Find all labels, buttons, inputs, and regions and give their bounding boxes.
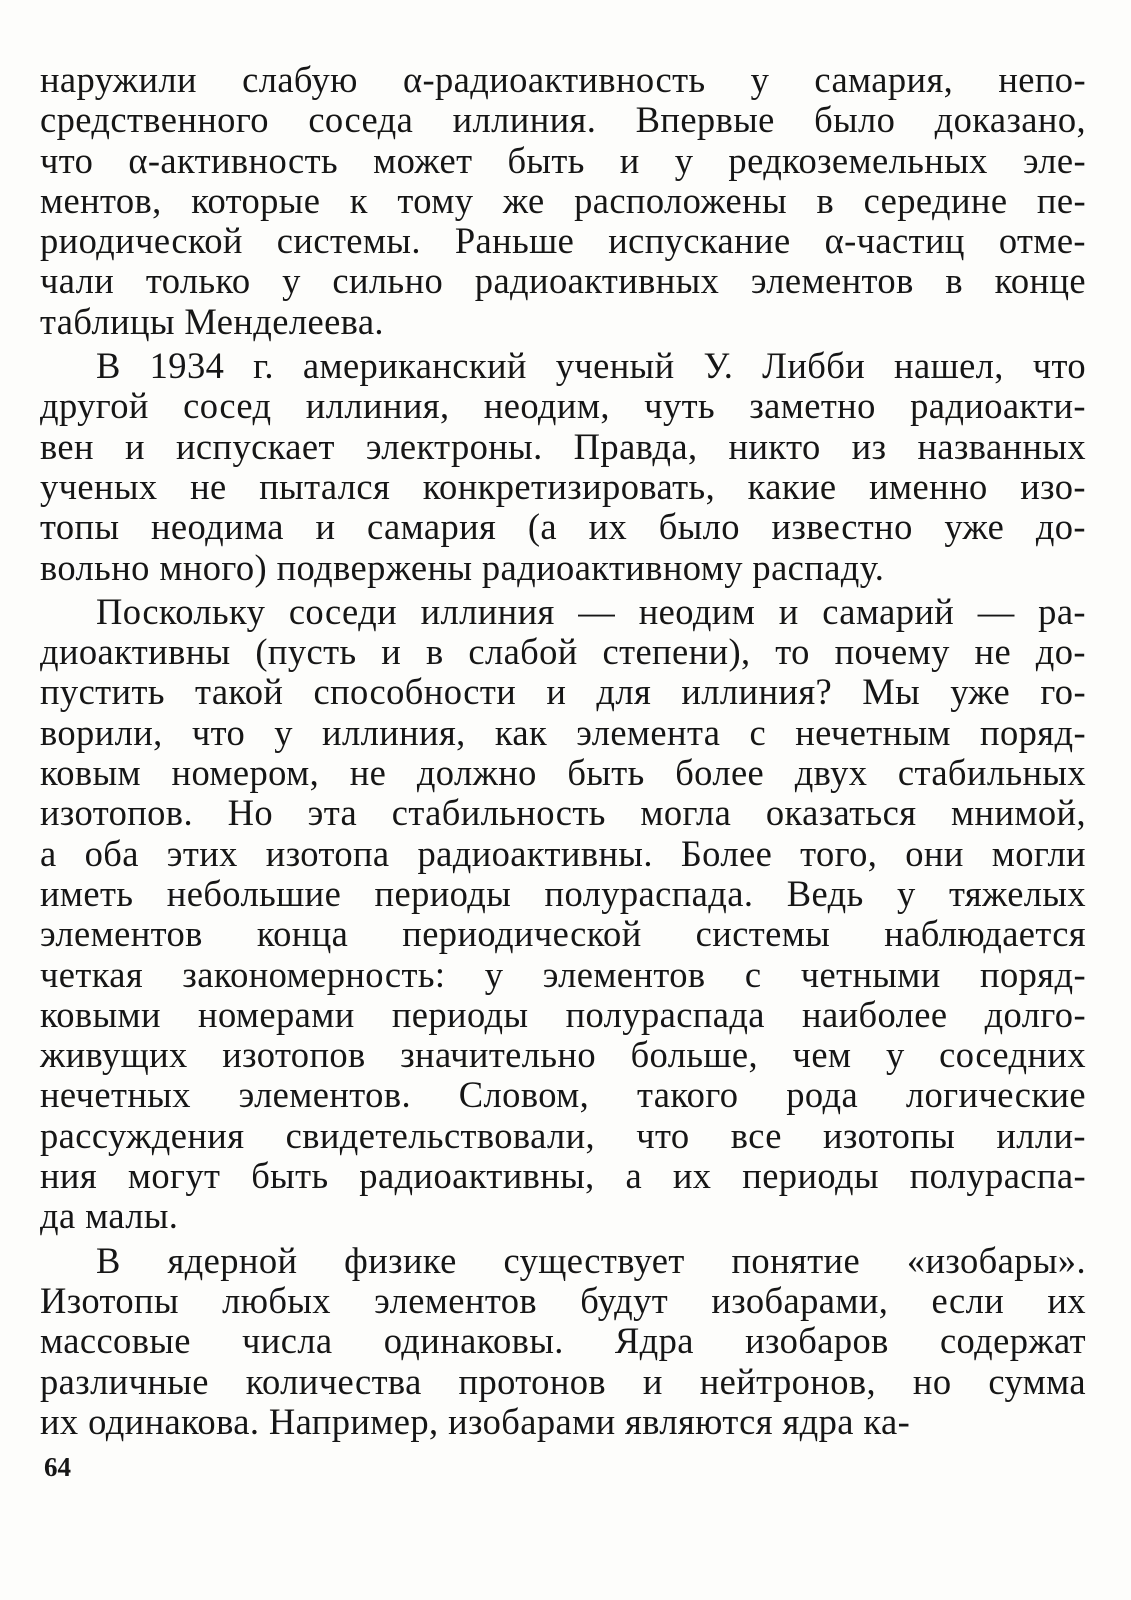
text-line: чали только у сильно радиоактивных элементов в конце	[40, 260, 1086, 302]
text-line: да малы.	[40, 1195, 179, 1237]
text-line: другой сосед иллиния, неодим, чуть заметно радиоакти-	[40, 385, 1086, 427]
text-line: ния могут быть радиоактивны, а их периоды полураспа-	[40, 1155, 1086, 1197]
text-line: В 1934 г. американский ученый У. Либби нашел, что	[96, 345, 1086, 387]
text-line: В ядерной физике существует понятие «изобары».	[96, 1239, 1086, 1281]
body-text	[40, 60, 1086, 1442]
text-line: массовые числа одинаковы. Ядра изобаров содержат	[40, 1320, 1086, 1362]
text-line: изотопов. Но эта стабильность могла оказаться мнимой,	[40, 792, 1086, 834]
text-line: ковым номером, не должно быть более двух стабильных	[40, 752, 1086, 794]
text-line: Изотопы любых элементов будут изобарами, если их	[40, 1279, 1086, 1321]
text-line: Поскольку соседи иллиния — неодим и самарий — ра-	[96, 590, 1086, 632]
text-line: риодической системы. Раньше испускание α-частиц отме-	[40, 220, 1086, 262]
text-line: пустить такой способности и для иллиния? Мы уже го-	[40, 671, 1086, 713]
text-line: ученых не пытался конкретизировать, какие именно изо-	[40, 465, 1086, 507]
text-line: топы неодима и самария (а их было известно уже до-	[40, 506, 1086, 548]
paragraph	[40, 1241, 1086, 1442]
text-line: средственного соседа иллиния. Впервые было доказано,	[40, 99, 1086, 141]
text-line: что α-активность может быть и у редкоземельных эле-	[40, 139, 1086, 181]
paragraph	[40, 592, 1086, 1237]
text-line: четкая закономерность: у элементов с четными поряд-	[40, 953, 1086, 995]
text-line: нечетных элементов. Словом, такого рода логические	[40, 1074, 1086, 1116]
text-line: рассуждения свидетельствовали, что все изотопы илли-	[40, 1114, 1086, 1156]
page-number: 64	[44, 1452, 71, 1482]
text-line: наружили слабую α-радиоактивность у самария, непо-	[40, 59, 1086, 100]
text-line: живущих изотопов значительно больше, чем у соседних	[40, 1034, 1086, 1076]
text-line: их одинакова. Например, изобарами являются ядра ка-	[40, 1400, 911, 1442]
text-line: ковыми номерами периоды полураспада наиболее долго-	[40, 993, 1086, 1035]
text-line: диоактивны (пусть и в слабой степени), то почему не до-	[40, 631, 1086, 673]
text-line: вольно много) подвержены радиоактивному распаду.	[40, 546, 885, 588]
paragraph	[40, 346, 1086, 588]
text-line: ворили, что у иллиния, как элемента с нечетным поряд-	[40, 711, 1086, 753]
text-line: таблицы Менделеева.	[40, 300, 384, 342]
text-line: а оба этих изотопа радиоактивны. Более того, они могли	[40, 832, 1086, 874]
text-line: элементов конца периодической системы наблюдается	[40, 913, 1086, 955]
text-line: различные количества протонов и нейтронов, но сумма	[40, 1360, 1086, 1402]
text-line: вен и испускает электроны. Правда, никто из названных	[40, 425, 1086, 467]
paragraph	[40, 60, 1086, 342]
text-line: ментов, которые к тому же расположены в середине пе-	[40, 179, 1086, 221]
text-line: иметь небольшие периоды полураспада. Ведь у тяжелых	[40, 872, 1086, 914]
